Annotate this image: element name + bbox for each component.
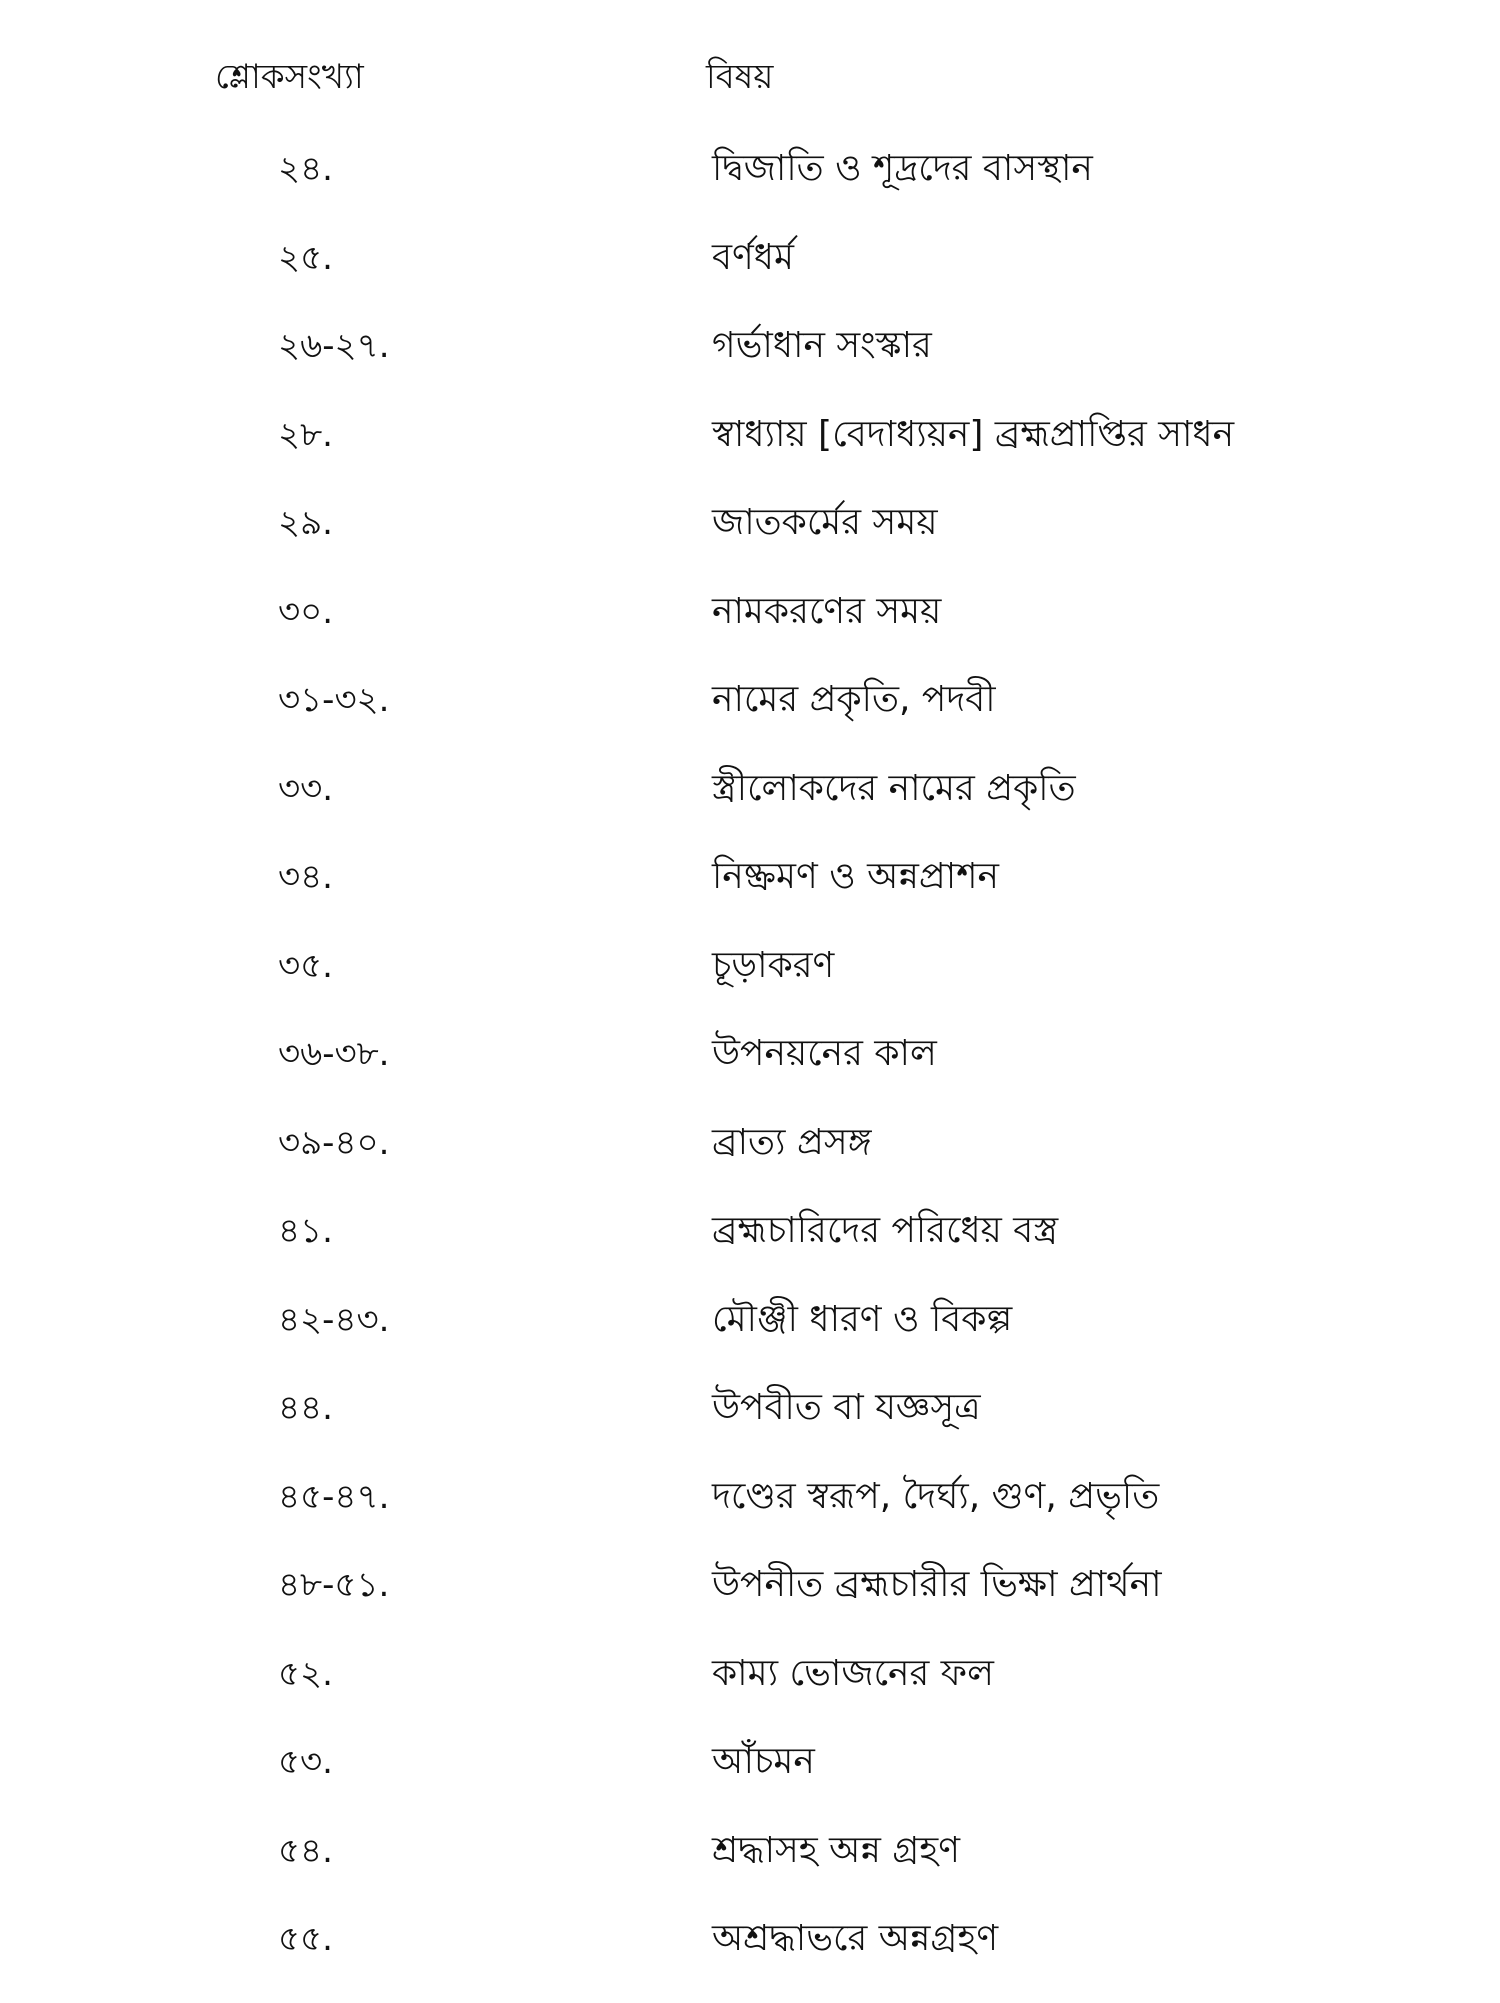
verse-number: ৩৫. bbox=[278, 945, 333, 986]
topic-text: স্ত্রীলোকদের নামের প্রকৃতি bbox=[712, 767, 1076, 809]
verse-number: ৩০. bbox=[278, 591, 334, 632]
topic-text: শ্রদ্ধাসহ অন্ন গ্রহণ bbox=[712, 1829, 960, 1871]
topic-text: দ্বিজাতি ও শূদ্রদের বাসস্থান bbox=[712, 148, 1093, 189]
index-row bbox=[0, 1029, 1500, 1118]
verse-number: ৪৪. bbox=[278, 1388, 333, 1428]
topic-text: ব্রাত্য প্রসঙ্গ bbox=[712, 1121, 872, 1163]
index-row bbox=[0, 1560, 1500, 1649]
verse-number: ৫৪. bbox=[278, 1830, 333, 1871]
verse-number: ৩৩. bbox=[278, 768, 334, 809]
index-row bbox=[0, 1472, 1500, 1561]
verse-number: ৪৫-৪৭. bbox=[278, 1476, 390, 1517]
index-row bbox=[0, 675, 1500, 764]
verse-number: ৫২. bbox=[278, 1653, 333, 1694]
topic-text: দণ্ডের স্বরূপ, দৈর্ঘ্য, গুণ, প্রভৃতি bbox=[712, 1475, 1160, 1517]
topic-column-header: বিষয় bbox=[706, 57, 774, 97]
verse-number: ২৪. bbox=[278, 149, 333, 189]
topic-text: বর্ণধর্ম bbox=[712, 236, 794, 278]
index-row bbox=[0, 587, 1500, 676]
index-row bbox=[0, 764, 1500, 853]
index-row bbox=[0, 852, 1500, 941]
topic-text: মৌঞ্জী ধারণ ও বিকল্প bbox=[712, 1298, 1013, 1340]
index-row bbox=[0, 1649, 1500, 1738]
index-row bbox=[0, 144, 1500, 233]
index-list bbox=[0, 144, 1500, 2003]
verse-number: ২৯. bbox=[278, 503, 333, 543]
topic-text: নামের প্রকৃতি, পদবী bbox=[712, 679, 996, 720]
index-row bbox=[0, 1914, 1500, 2003]
verse-number: ২৫. bbox=[278, 237, 333, 278]
index-row bbox=[0, 1383, 1500, 1472]
topic-text: নামকরণের সময় bbox=[712, 590, 942, 632]
index-row bbox=[0, 1826, 1500, 1915]
index-row bbox=[0, 1206, 1500, 1295]
verse-number: ২৮. bbox=[278, 414, 333, 455]
topic-text: আঁচমন bbox=[712, 1741, 815, 1782]
verse-number: ৪১. bbox=[278, 1211, 333, 1251]
verse-number-column-header: শ্লোকসংখ্যা bbox=[215, 57, 364, 97]
verse-number: ৪২-৪৩. bbox=[278, 1299, 390, 1340]
verse-number: ৩১-৩২. bbox=[278, 680, 390, 720]
index-row bbox=[0, 410, 1500, 499]
topic-text: অশ্রদ্ধাভরে অন্নগ্রহণ bbox=[712, 1918, 999, 1959]
topic-text: নিষ্ক্রমণ ও অন্নপ্রাশন bbox=[712, 856, 1000, 897]
index-row bbox=[0, 233, 1500, 322]
index-row bbox=[0, 1118, 1500, 1207]
verse-number: ৪৮-৫১. bbox=[278, 1565, 390, 1605]
verse-number: ৫৩. bbox=[278, 1742, 333, 1782]
verse-number: ৫৫. bbox=[278, 1919, 333, 1959]
index-row bbox=[0, 1737, 1500, 1826]
topic-text: চূড়াকরণ bbox=[712, 944, 835, 986]
verse-number: ২৬-২৭. bbox=[278, 326, 390, 366]
verse-number: ৩৯-৪০. bbox=[278, 1122, 390, 1163]
topic-text: গর্ভাধান সংস্কার bbox=[712, 325, 932, 366]
topic-text: উপনীত ব্রহ্মচারীর ভিক্ষা প্রার্থনা bbox=[712, 1564, 1162, 1605]
topic-text: ব্রহ্মচারিদের পরিধেয় বস্ত্র bbox=[712, 1210, 1059, 1251]
index-row bbox=[0, 321, 1500, 410]
index-row bbox=[0, 941, 1500, 1030]
topic-text: উপবীত বা যজ্ঞসূত্র bbox=[712, 1387, 981, 1428]
verse-number: ৩৬-৩৮. bbox=[278, 1034, 390, 1074]
table-header bbox=[0, 52, 1500, 102]
index-row bbox=[0, 1295, 1500, 1384]
verse-number: ৩৪. bbox=[278, 857, 333, 897]
topic-text: জাতকর্মের সময় bbox=[712, 502, 938, 543]
topic-text: স্বাধ্যায় [বেদাধ্যয়ন] ব্রহ্মপ্রাপ্তির সাধন bbox=[712, 413, 1235, 455]
index-row bbox=[0, 498, 1500, 587]
topic-text: উপনয়নের কাল bbox=[712, 1033, 937, 1074]
topic-text: কাম্য ভোজনের ফল bbox=[712, 1652, 994, 1694]
